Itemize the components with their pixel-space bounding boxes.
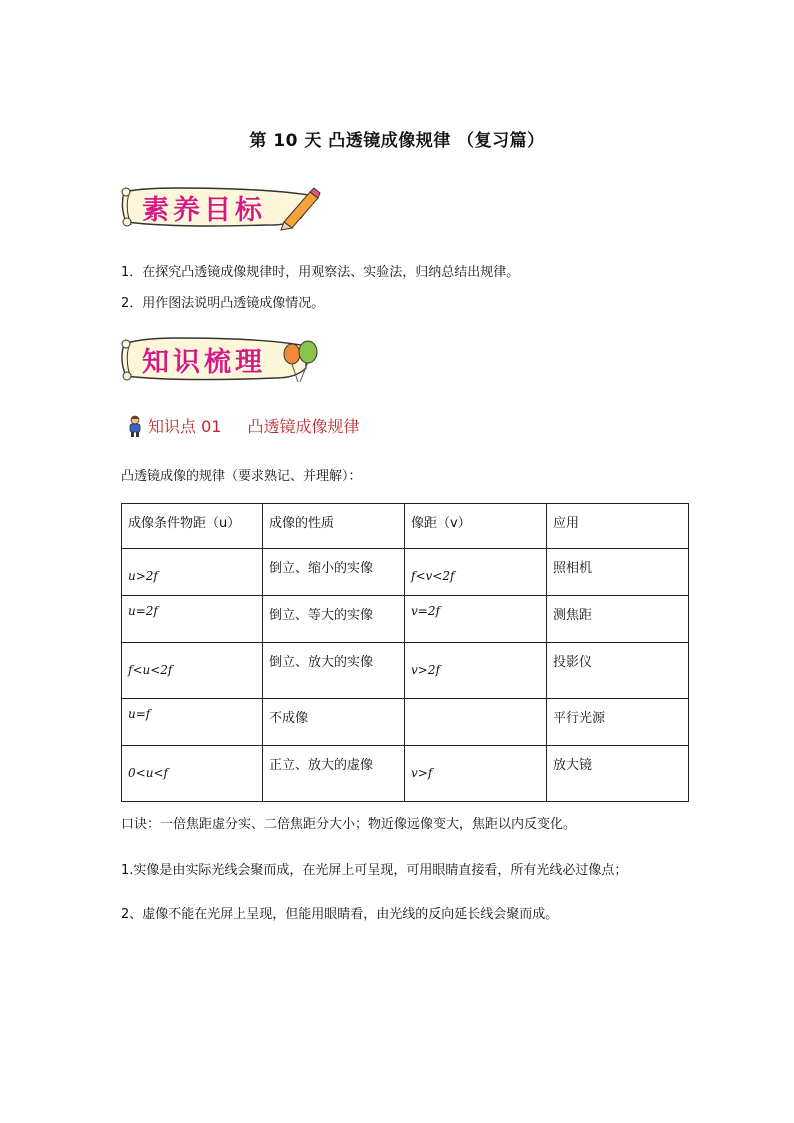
- header-application: 应用: [547, 504, 689, 549]
- cell-application: 测焦距: [547, 596, 689, 643]
- lens-rules-table: [121, 503, 689, 802]
- knowledge-banner: [116, 330, 322, 386]
- cell-application: 平行光源: [547, 699, 689, 746]
- cell-object-distance: 0<u<f: [128, 766, 168, 780]
- cell-image-distance: v>f: [411, 766, 433, 780]
- cell-image-nature: 倒立、缩小的实像: [263, 549, 405, 596]
- knowledge-point-number: 知识点 01: [148, 417, 222, 436]
- table-row: [122, 596, 689, 643]
- header-object-distance: 成像条件物距（u）: [122, 504, 263, 549]
- teacher-figure-icon: [126, 415, 144, 437]
- header-image-nature: 成像的性质: [263, 504, 405, 549]
- goals-banner: [116, 182, 322, 232]
- header-image-distance: 像距（v）: [405, 504, 547, 549]
- cell-application: 投影仪: [547, 643, 689, 699]
- cell-image-nature: 倒立、放大的实像: [263, 643, 405, 699]
- table-row: [122, 746, 689, 802]
- cell-object-distance: u>2f: [128, 569, 158, 583]
- page-title: 第 10 天 凸透镜成像规律 （复习篇）: [249, 131, 545, 151]
- knowledge-point-title: 凸透镜成像规律: [247, 417, 360, 436]
- knowledge-banner-text: 知识梳理: [142, 347, 266, 378]
- cell-image-distance: f<v<2f: [411, 569, 455, 583]
- table-row: [122, 549, 689, 596]
- cell-image-nature: 倒立、等大的实像: [263, 596, 405, 643]
- table-header-row: [122, 504, 689, 549]
- cell-image-nature: 不成像: [263, 699, 405, 746]
- table-intro: 凸透镜成像的规律（要求熟记、并理解）：: [121, 469, 362, 484]
- knowledge-point-heading: [126, 414, 359, 437]
- cell-object-distance: u=2f: [128, 604, 158, 618]
- cell-application: 放大镜: [547, 746, 689, 802]
- goals-banner-text: 素养目标: [142, 195, 266, 226]
- table-row: [122, 643, 689, 699]
- real-image-note: 1.实像是由实际光线会聚而成，在光屏上可呈现，可用眼睛直接看，所有光线必过像点；: [121, 863, 628, 878]
- table-row: [122, 699, 689, 746]
- cell-image-distance: v=2f: [411, 604, 440, 618]
- mnemonic-note: 口诀：一倍焦距虚分实、二倍焦距分大小；物近像远像变大，焦距以内反变化。: [121, 817, 577, 832]
- cell-application: 照相机: [547, 549, 689, 596]
- cell-image-nature: 正立、放大的虚像: [263, 746, 405, 802]
- goal-item-2: 2．用作图法说明凸透镜成像情况。: [121, 296, 325, 311]
- goal-item-1: 1．在探究凸透镜成像规律时，用观察法、实验法，归纳总结出规律。: [121, 265, 520, 280]
- cell-object-distance: f<u<2f: [128, 663, 173, 677]
- virtual-image-note: 2、虚像不能在光屏上呈现，但能用眼睛看，由光线的反向延长线会聚而成。: [121, 907, 559, 922]
- cell-object-distance: u=f: [128, 707, 151, 721]
- cell-image-distance: v>2f: [411, 663, 440, 677]
